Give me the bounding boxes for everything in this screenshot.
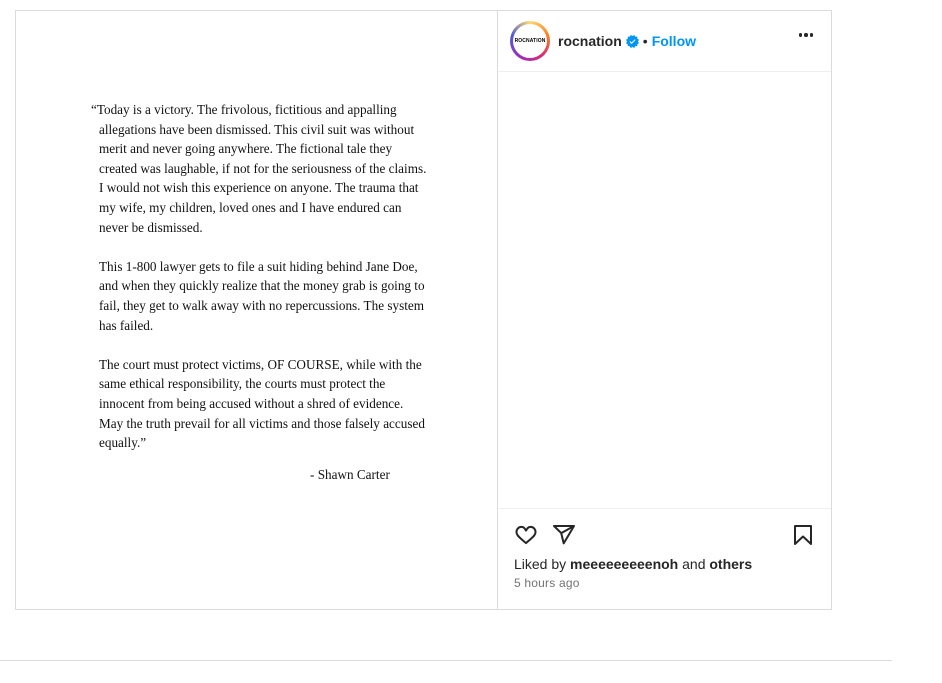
- likes-middle: and: [678, 556, 710, 572]
- post-footer: [498, 508, 831, 609]
- post-image[interactable]: [16, 11, 498, 609]
- post-timestamp[interactable]: 5 hours ago: [514, 576, 580, 590]
- likes-others-link[interactable]: others: [709, 556, 753, 572]
- quote-paragraph-1: “Today is a victory. The frivolous, fictitious and appalling allegations have been dismissed. This civil suit was without merit and never going anywhere. The fictional tale they created was laughable, if not for the seriousness of the claims. I would not wish this experience on anyone. The trauma that my wife, my children, loved ones and I have endured can never be dismissed.: [91, 102, 427, 235]
- more-dot: [799, 33, 803, 37]
- feed-divider: [0, 660, 892, 661]
- verified-badge-icon: [626, 35, 639, 48]
- post-header: [498, 11, 831, 72]
- quote-paragraph-3: The court must protect victims, OF COURSE, while with the same ethical responsibility, the courts must protect the innocent from being accused without a shred of evidence. May the truth prevail for all victims and those falsely accused equally.”: [99, 356, 425, 451]
- instagram-post: [15, 10, 832, 610]
- comments-area: [498, 72, 831, 508]
- avatar[interactable]: [510, 21, 550, 61]
- likes-summary: [514, 556, 752, 572]
- username-link[interactable]: rocnation: [558, 33, 622, 49]
- statement-text: [91, 100, 429, 472]
- signature: - Shawn Carter: [310, 467, 390, 482]
- follow-button[interactable]: Follow: [651, 33, 697, 49]
- liked-by-user-link[interactable]: meeeeeeeeenoh: [570, 556, 679, 572]
- likes-prefix: Liked by: [514, 556, 571, 572]
- more-options-icon[interactable]: [799, 33, 814, 37]
- more-dot: [810, 33, 814, 37]
- more-dot: [804, 33, 808, 37]
- post-sidebar: [498, 11, 831, 609]
- share-icon[interactable]: [552, 523, 576, 547]
- quote-paragraph-2: This 1-800 lawyer gets to file a suit hiding behind Jane Doe, and when they quickly realize that the money grab is going to fail, they get to walk away with no repercussions. The system has failed.: [99, 258, 425, 333]
- action-bar: [514, 523, 576, 547]
- heart-icon[interactable]: [514, 523, 538, 547]
- separator-dot: •: [642, 33, 648, 49]
- avatar-logo: ROCNATION: [513, 24, 547, 58]
- bookmark-icon[interactable]: [793, 524, 813, 546]
